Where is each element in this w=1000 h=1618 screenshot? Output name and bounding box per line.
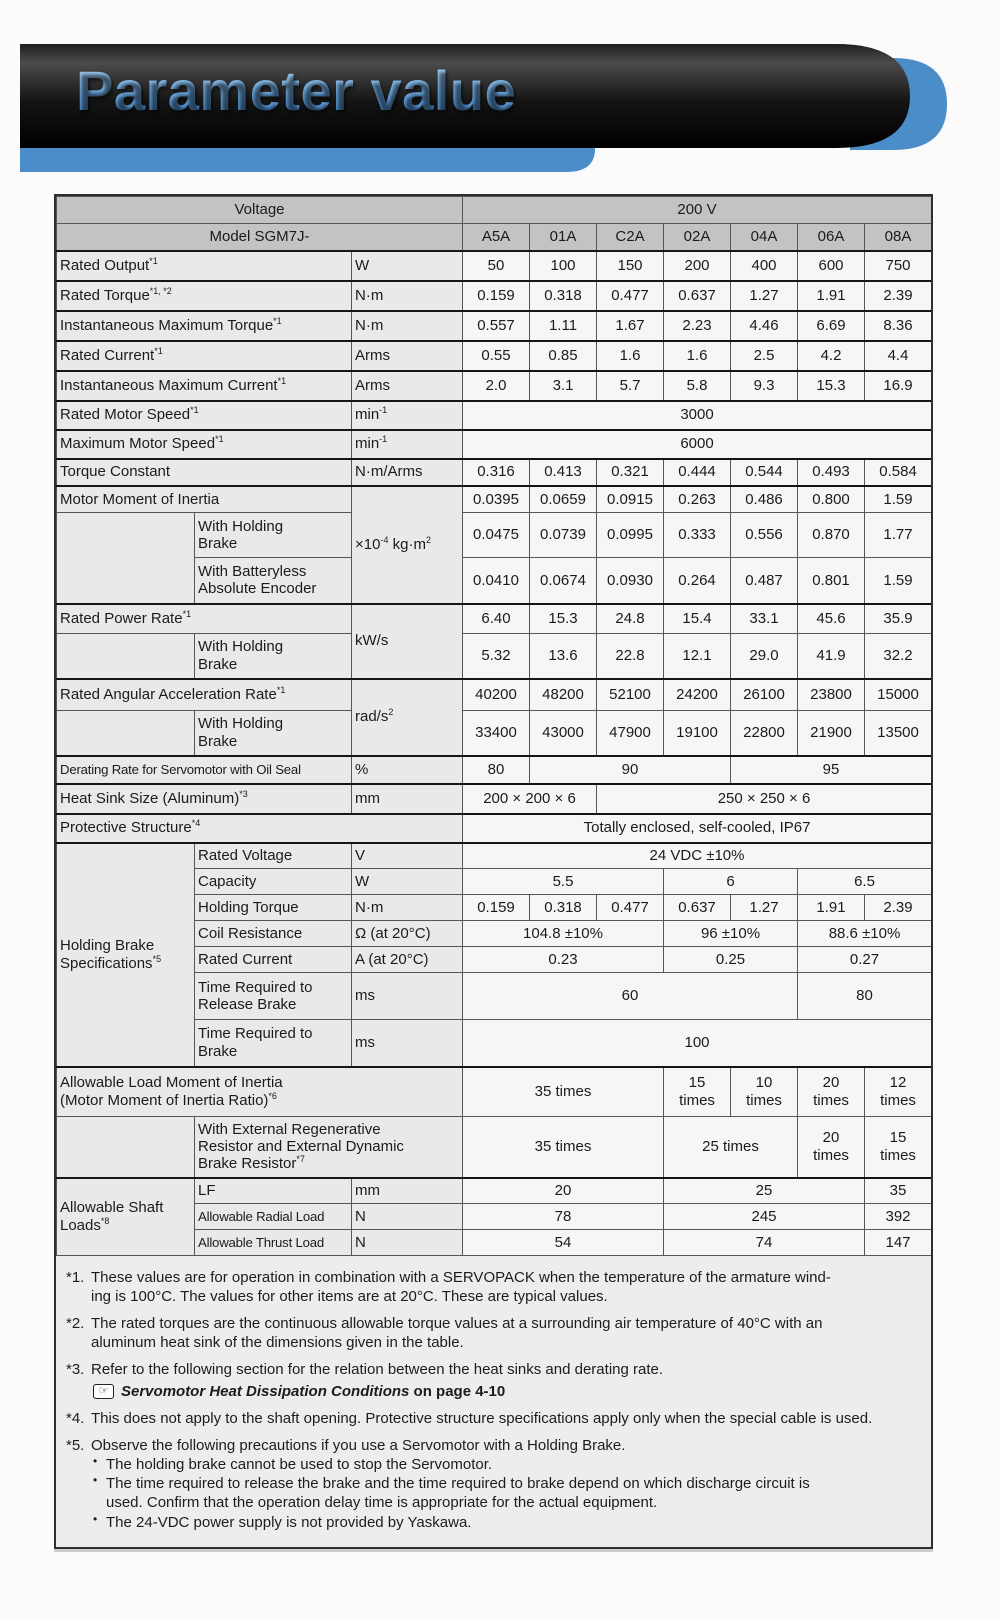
sub-label: With External Regenerative Resistor and External Dynamic Brake Resistor$^{*7}$ — [195, 1117, 463, 1178]
row-accel-rate-with-brake — [57, 711, 932, 756]
group-label-shaft-loads: Allowable Shaft Loads$^{*8}$ — [57, 1178, 195, 1256]
value-cell: 0.27 — [798, 947, 932, 973]
unit-cell: $\times 10^{-4}$ $kg\cdot m^2$ — [352, 486, 463, 604]
value-cell: 45.6 — [798, 604, 865, 634]
footnote-marker: *8 — [100, 1215, 110, 1226]
sub-label: Capacity — [195, 869, 352, 895]
row-power-rate-with-brake — [57, 634, 932, 679]
content-box — [54, 194, 933, 1549]
value-cell: 24.8 — [597, 604, 664, 634]
row-shaft-lf — [57, 1178, 932, 1204]
unit-cell: N·m/Arms — [352, 459, 463, 486]
value-cell: 0.316 — [463, 459, 530, 486]
footnote-text: The rated torques are the continuous allowable torque values at a surrounding air temperature of 40°C with an — [91, 1315, 823, 1333]
value-cell: 147 — [865, 1230, 932, 1256]
row-rated-output — [57, 251, 932, 281]
value-cell: 13500 — [865, 711, 932, 756]
unit-cell: N — [352, 1204, 463, 1230]
row-moment-of-inertia — [57, 486, 932, 513]
sub-label: Time Required to Release Brake — [195, 973, 352, 1020]
row-model — [57, 224, 932, 251]
footnotes — [56, 1256, 931, 1542]
value-cell: 0.477 — [597, 895, 664, 921]
value-cell: 0.263 — [664, 486, 731, 513]
value-cell: 90 — [530, 756, 731, 784]
value-cell: 6.69 — [798, 311, 865, 341]
value-cell: 0.321 — [597, 459, 664, 486]
param-label: Rated Motor Speed$^{*1}$ — [57, 401, 352, 430]
row-moment-of-inertia-with-brake — [57, 513, 932, 558]
bullet-icon: • — [93, 1473, 98, 1488]
value-cell: 15 times — [865, 1117, 932, 1178]
model-cell: 01A — [530, 224, 597, 251]
value-cell: 1.59 — [865, 558, 932, 604]
spacer-cell — [57, 513, 195, 604]
spacer-cell — [57, 1117, 195, 1178]
value-cell: 3.1 — [530, 371, 597, 401]
value-cell: 0.477 — [597, 281, 664, 311]
sub-label: Allowable Thrust Load — [195, 1230, 352, 1256]
value-cell: 96 ±10% — [664, 921, 798, 947]
param-label: Protective Structure$^{*4}$ — [57, 814, 463, 843]
value-cell: 22.8 — [597, 634, 664, 679]
unit-cell: N·m — [352, 281, 463, 311]
value-cell: 32.2 — [865, 634, 932, 679]
value-cell: 54 — [463, 1230, 664, 1256]
footnote-marker: *1 — [182, 609, 192, 620]
title-banner — [0, 0, 1000, 190]
footnote-text: ing is 100°C. The values for other items are at 20°C. These are typical values. — [91, 1288, 608, 1306]
value-cell: 0.0930 — [597, 558, 664, 604]
value-cell: 245 — [664, 1204, 865, 1230]
footnote-text: This does not apply to the shaft opening. Protective structure specifications apply only when the special cable is used. — [91, 1410, 873, 1428]
footnote-marker: *3. — [66, 1361, 85, 1379]
sub-label: Allowable Radial Load — [195, 1204, 352, 1230]
value-cell: 6.40 — [463, 604, 530, 634]
value-cell: 4.4 — [865, 341, 932, 371]
value-cell: 88.6 ±10% — [798, 921, 932, 947]
value-cell: 5.7 — [597, 371, 664, 401]
value-cell: 392 — [865, 1204, 932, 1230]
value-cell: 24 VDC ±10% — [463, 843, 932, 869]
param-label: Derating Rate for Servomotor with Oil Seal — [57, 756, 352, 784]
value-cell: 35.9 — [865, 604, 932, 634]
unit-cell: ms — [352, 1020, 463, 1067]
value-cell: 0.584 — [865, 459, 932, 486]
value-cell: 41.9 — [798, 634, 865, 679]
value-cell: 200 × 200 × 6 — [463, 784, 597, 814]
footnote-text: These values are for operation in combination with a SERVOPACK when the temperature of the armature wind- — [91, 1269, 831, 1286]
model-cell: A5A — [463, 224, 530, 251]
footnote-text: Refer to the following section for the relation between the heat sinks and derating rate. — [91, 1361, 664, 1379]
voltage-header-cell: Voltage — [57, 197, 463, 224]
value-cell: 6.5 — [798, 869, 932, 895]
param-label: Heat Sink Size (Aluminum)$^{*3}$ — [57, 784, 352, 814]
value-cell: 600 — [798, 251, 865, 281]
value-cell: 20 — [463, 1178, 664, 1204]
value-cell: 80 — [463, 756, 530, 784]
value-cell: 0.318 — [530, 895, 597, 921]
section-reference — [93, 1382, 919, 1401]
value-cell: 2.39 — [865, 895, 932, 921]
value-cell: 2.5 — [731, 341, 798, 371]
model-cell: 04A — [731, 224, 798, 251]
value-cell: 250 × 250 × 6 — [597, 784, 932, 814]
value-cell: 0.0739 — [530, 513, 597, 558]
bullet-icon: • — [93, 1454, 98, 1469]
param-label: Rated Power Rate$^{*1}$ — [57, 604, 352, 634]
footnote-text: Observe the following precautions if you use a Servomotor with a Holding Brake. — [91, 1437, 626, 1455]
param-label: Motor Moment of Inertia — [57, 486, 352, 513]
value-cell: 74 — [664, 1230, 865, 1256]
model-cell: 08A — [865, 224, 932, 251]
value-cell: 12.1 — [664, 634, 731, 679]
param-label: Rated Angular Acceleration Rate$^{*1}$ — [57, 679, 352, 711]
value-cell: 0.637 — [664, 281, 731, 311]
row-rated-power-rate — [57, 604, 932, 634]
value-cell: 8.36 — [865, 311, 932, 341]
value-cell: 13.6 — [530, 634, 597, 679]
value-cell: 100 — [530, 251, 597, 281]
value-cell: 33400 — [463, 711, 530, 756]
reference-icon: ☞ — [93, 1384, 114, 1399]
value-cell: 0.0659 — [530, 486, 597, 513]
footnote-2 — [64, 1314, 919, 1352]
footnote-marker: *1, *2 — [149, 285, 172, 296]
value-cell: 0.637 — [664, 895, 731, 921]
footnote-marker: *2. — [66, 1315, 85, 1333]
footnote-marker: *1 — [190, 405, 199, 416]
sub-label: With Holding Brake — [195, 634, 352, 679]
row-rated-current — [57, 341, 932, 371]
row-torque-constant — [57, 459, 932, 486]
sub-label: Rated Voltage — [195, 843, 352, 869]
sub-label: LF — [195, 1178, 352, 1204]
unit-cell: $\min^{-1}$ — [352, 430, 463, 459]
footnote-marker: *5 — [152, 953, 162, 964]
value-cell: 5.8 — [664, 371, 731, 401]
row-allowable-inertia-external — [57, 1117, 932, 1178]
row-max-motor-speed — [57, 430, 932, 459]
value-cell: 1.27 — [731, 895, 798, 921]
unit-cell: N·m — [352, 895, 463, 921]
spacer-cell — [57, 634, 195, 679]
unit-cell: mm — [352, 1178, 463, 1204]
group-label-holding-brake: Holding Brake Specifications$^{*5}$ — [57, 843, 195, 1067]
page-title: Parameter value — [76, 59, 517, 122]
footnote-marker: *1 — [276, 685, 286, 696]
value-cell: 21900 — [798, 711, 865, 756]
value-cell: 0.557 — [463, 311, 530, 341]
value-cell: 43000 — [530, 711, 597, 756]
unit-cell: % — [352, 756, 463, 784]
reference-page: on page 4-10 — [413, 1383, 506, 1401]
value-cell: 0.486 — [731, 486, 798, 513]
value-cell: 0.85 — [530, 341, 597, 371]
value-cell: 29.0 — [731, 634, 798, 679]
row-derating-rate — [57, 756, 932, 784]
value-cell: 3000 — [463, 401, 932, 430]
model-cell: 02A — [664, 224, 731, 251]
footnote-marker: *5. — [66, 1437, 85, 1455]
value-cell: 0.159 — [463, 895, 530, 921]
unit-cell: N·m — [352, 311, 463, 341]
bullet-text: The time required to release the brake and the time required to brake depend on which discharge circuit is — [106, 1475, 810, 1493]
value-cell: 15.3 — [798, 371, 865, 401]
value-cell: 80 — [798, 973, 932, 1020]
model-cell: C2A — [597, 224, 664, 251]
footnote-marker: *1 — [149, 255, 158, 266]
value-cell: 200 — [664, 251, 731, 281]
value-cell: 1.67 — [597, 311, 664, 341]
value-cell: 0.870 — [798, 513, 865, 558]
value-cell: 1.59 — [865, 486, 932, 513]
footnote-marker: *3 — [239, 788, 248, 799]
unit-cell: Arms — [352, 341, 463, 371]
value-cell: 0.0915 — [597, 486, 664, 513]
value-cell: 0.23 — [463, 947, 664, 973]
value-cell: 0.333 — [664, 513, 731, 558]
value-cell: 100 — [463, 1020, 932, 1067]
value-cell: 0.25 — [664, 947, 798, 973]
value-cell: 1.77 — [865, 513, 932, 558]
value-cell: 35 times — [463, 1067, 664, 1117]
value-cell: 1.6 — [664, 341, 731, 371]
value-cell: 22800 — [731, 711, 798, 756]
row-allowable-inertia — [57, 1067, 932, 1117]
row-heat-sink-size — [57, 784, 932, 814]
unit-cell: mm — [352, 784, 463, 814]
footnote-4 — [64, 1409, 919, 1428]
value-cell: 50 — [463, 251, 530, 281]
footnote-marker: *1 — [273, 315, 282, 326]
footnote-1 — [64, 1268, 919, 1306]
unit-cell: W — [352, 251, 463, 281]
footnote-marker: *1 — [154, 345, 163, 356]
bullet-item — [91, 1513, 919, 1532]
value-cell: 2.39 — [865, 281, 932, 311]
unit-cell: Ω (at 20°C) — [352, 921, 463, 947]
value-cell: 6000 — [463, 430, 932, 459]
bullet-item — [91, 1474, 919, 1512]
row-angular-accel-rate — [57, 679, 932, 711]
footnote-3 — [64, 1360, 919, 1401]
value-cell: 25 times — [664, 1117, 798, 1178]
footnote-text: aluminum heat sink of the dimensions given in the table. — [91, 1334, 464, 1352]
value-cell: 4.2 — [798, 341, 865, 371]
value-cell: 0.0475 — [463, 513, 530, 558]
value-cell: 4.46 — [731, 311, 798, 341]
row-hb-rated-voltage — [57, 843, 932, 869]
value-cell: 0.264 — [664, 558, 731, 604]
unit-cell: Arms — [352, 371, 463, 401]
bullet-text: The holding brake cannot be used to stop the Servomotor. — [106, 1456, 493, 1474]
value-cell: 0.544 — [731, 459, 798, 486]
value-cell: 0.413 — [530, 459, 597, 486]
row-protective-structure — [57, 814, 932, 843]
value-cell: 0.800 — [798, 486, 865, 513]
value-cell: 0.556 — [731, 513, 798, 558]
row-rated-motor-speed — [57, 401, 932, 430]
footnote-marker: *4. — [66, 1410, 85, 1428]
sub-label: Time Required to Brake — [195, 1020, 352, 1067]
value-cell: 5.32 — [463, 634, 530, 679]
param-label: Rated Current$^{*1}$ — [57, 341, 352, 371]
value-cell: 6 — [664, 869, 798, 895]
spec-table — [56, 196, 932, 1256]
value-cell: 26100 — [731, 679, 798, 711]
row-voltage — [57, 197, 932, 224]
unit-cell: N — [352, 1230, 463, 1256]
footnote-marker: *7 — [296, 1154, 305, 1165]
value-cell: 52100 — [597, 679, 664, 711]
value-cell: 16.9 — [865, 371, 932, 401]
unit-cell: kW/s — [352, 604, 463, 679]
voltage-value-cell: 200 V — [463, 197, 932, 224]
value-cell: 0.487 — [731, 558, 798, 604]
value-cell: 78 — [463, 1204, 664, 1230]
value-cell: 48200 — [530, 679, 597, 711]
value-cell: 0.444 — [664, 459, 731, 486]
value-cell: 400 — [731, 251, 798, 281]
param-label: Torque Constant — [57, 459, 352, 486]
row-rated-torque — [57, 281, 932, 311]
value-cell: 0.0395 — [463, 486, 530, 513]
bullet-icon: • — [93, 1511, 98, 1526]
footnote-marker: *1. — [66, 1269, 85, 1286]
param-label: Rated Output$^{*1}$ — [57, 251, 352, 281]
value-cell: 20 times — [798, 1067, 865, 1117]
unit-cell: rad/$s^2$ — [352, 679, 463, 756]
value-cell: 0.801 — [798, 558, 865, 604]
param-label: Maximum Motor Speed$^{*1}$ — [57, 430, 352, 459]
value-cell: 47900 — [597, 711, 664, 756]
footnote-marker: *4 — [191, 818, 201, 829]
footnote-marker: *1 — [277, 375, 287, 386]
value-cell: 9.3 — [731, 371, 798, 401]
footnote-5 — [64, 1436, 919, 1531]
value-cell: 0.159 — [463, 281, 530, 311]
value-cell: 24200 — [664, 679, 731, 711]
value-cell: 0.318 — [530, 281, 597, 311]
row-inst-max-torque — [57, 311, 932, 341]
value-cell: 12 times — [865, 1067, 932, 1117]
value-cell: 35 — [865, 1178, 932, 1204]
value-cell: 0.0410 — [463, 558, 530, 604]
value-cell: 0.0674 — [530, 558, 597, 604]
unit-cell: A (at 20°C) — [352, 947, 463, 973]
value-cell: 1.11 — [530, 311, 597, 341]
model-cell: 06A — [798, 224, 865, 251]
value-cell: 0.0995 — [597, 513, 664, 558]
value-cell: 150 — [597, 251, 664, 281]
value-cell: 20 times — [798, 1117, 865, 1178]
value-cell: 25 — [664, 1178, 865, 1204]
value-cell: 2.0 — [463, 371, 530, 401]
value-cell: 33.1 — [731, 604, 798, 634]
unit-cell: W — [352, 869, 463, 895]
value-cell: 1.27 — [731, 281, 798, 311]
value-cell: 104.8 ±10% — [463, 921, 664, 947]
bullet-text: used. Confirm that the operation delay time is appropriate for the actual equipment. — [106, 1494, 658, 1512]
param-label: Instantaneous Maximum Current$^{*1}$ — [57, 371, 352, 401]
value-cell: Totally enclosed, self-cooled, IP67 — [463, 814, 932, 843]
value-cell: 1.6 — [597, 341, 664, 371]
value-cell: 15 times — [664, 1067, 731, 1117]
value-cell: 2.23 — [664, 311, 731, 341]
footnote-marker: *1 — [215, 434, 224, 445]
param-label: Instantaneous Maximum Torque$^{*1}$ — [57, 311, 352, 341]
reference-title: Servomotor Heat Dissipation Conditions — [121, 1383, 410, 1401]
value-cell: 15.4 — [664, 604, 731, 634]
value-cell: 35 times — [463, 1117, 664, 1178]
banner-blue-strip — [20, 146, 595, 172]
value-cell: 0.55 — [463, 341, 530, 371]
bullet-item — [91, 1455, 919, 1474]
sub-label: Rated Current — [195, 947, 352, 973]
value-cell: 1.91 — [798, 895, 865, 921]
spacer-cell — [57, 711, 195, 756]
value-cell: 750 — [865, 251, 932, 281]
unit-cell: V — [352, 843, 463, 869]
value-cell: 10 times — [731, 1067, 798, 1117]
unit-cell: $\min^{-1}$ — [352, 401, 463, 430]
value-cell: 19100 — [664, 711, 731, 756]
sub-label: Holding Torque — [195, 895, 352, 921]
row-inst-max-current — [57, 371, 932, 401]
footnote-marker: *6 — [268, 1090, 277, 1101]
value-cell: 15.3 — [530, 604, 597, 634]
value-cell: 15000 — [865, 679, 932, 711]
value-cell: 0.493 — [798, 459, 865, 486]
value-cell: 23800 — [798, 679, 865, 711]
value-cell: 5.5 — [463, 869, 664, 895]
param-label: Rated Torque$^{*1, *2}$ — [57, 281, 352, 311]
value-cell: 1.91 — [798, 281, 865, 311]
sub-label: With Holding Brake — [195, 711, 352, 756]
unit-cell: ms — [352, 973, 463, 1020]
value-cell: 60 — [463, 973, 798, 1020]
model-header-cell: Model SGM7J- — [57, 224, 463, 251]
value-cell: 95 — [731, 756, 932, 784]
sub-label: With Batteryless Absolute Encoder — [195, 558, 352, 604]
value-cell: 40200 — [463, 679, 530, 711]
bullet-text: The 24-VDC power supply is not provided by Yaskawa. — [106, 1513, 472, 1531]
sub-label: With Holding Brake — [195, 513, 352, 558]
sub-label: Coil Resistance — [195, 921, 352, 947]
param-label: Allowable Load Moment of Inertia (Motor Moment of Inertia Ratio)$^{*6}$ — [57, 1067, 463, 1117]
